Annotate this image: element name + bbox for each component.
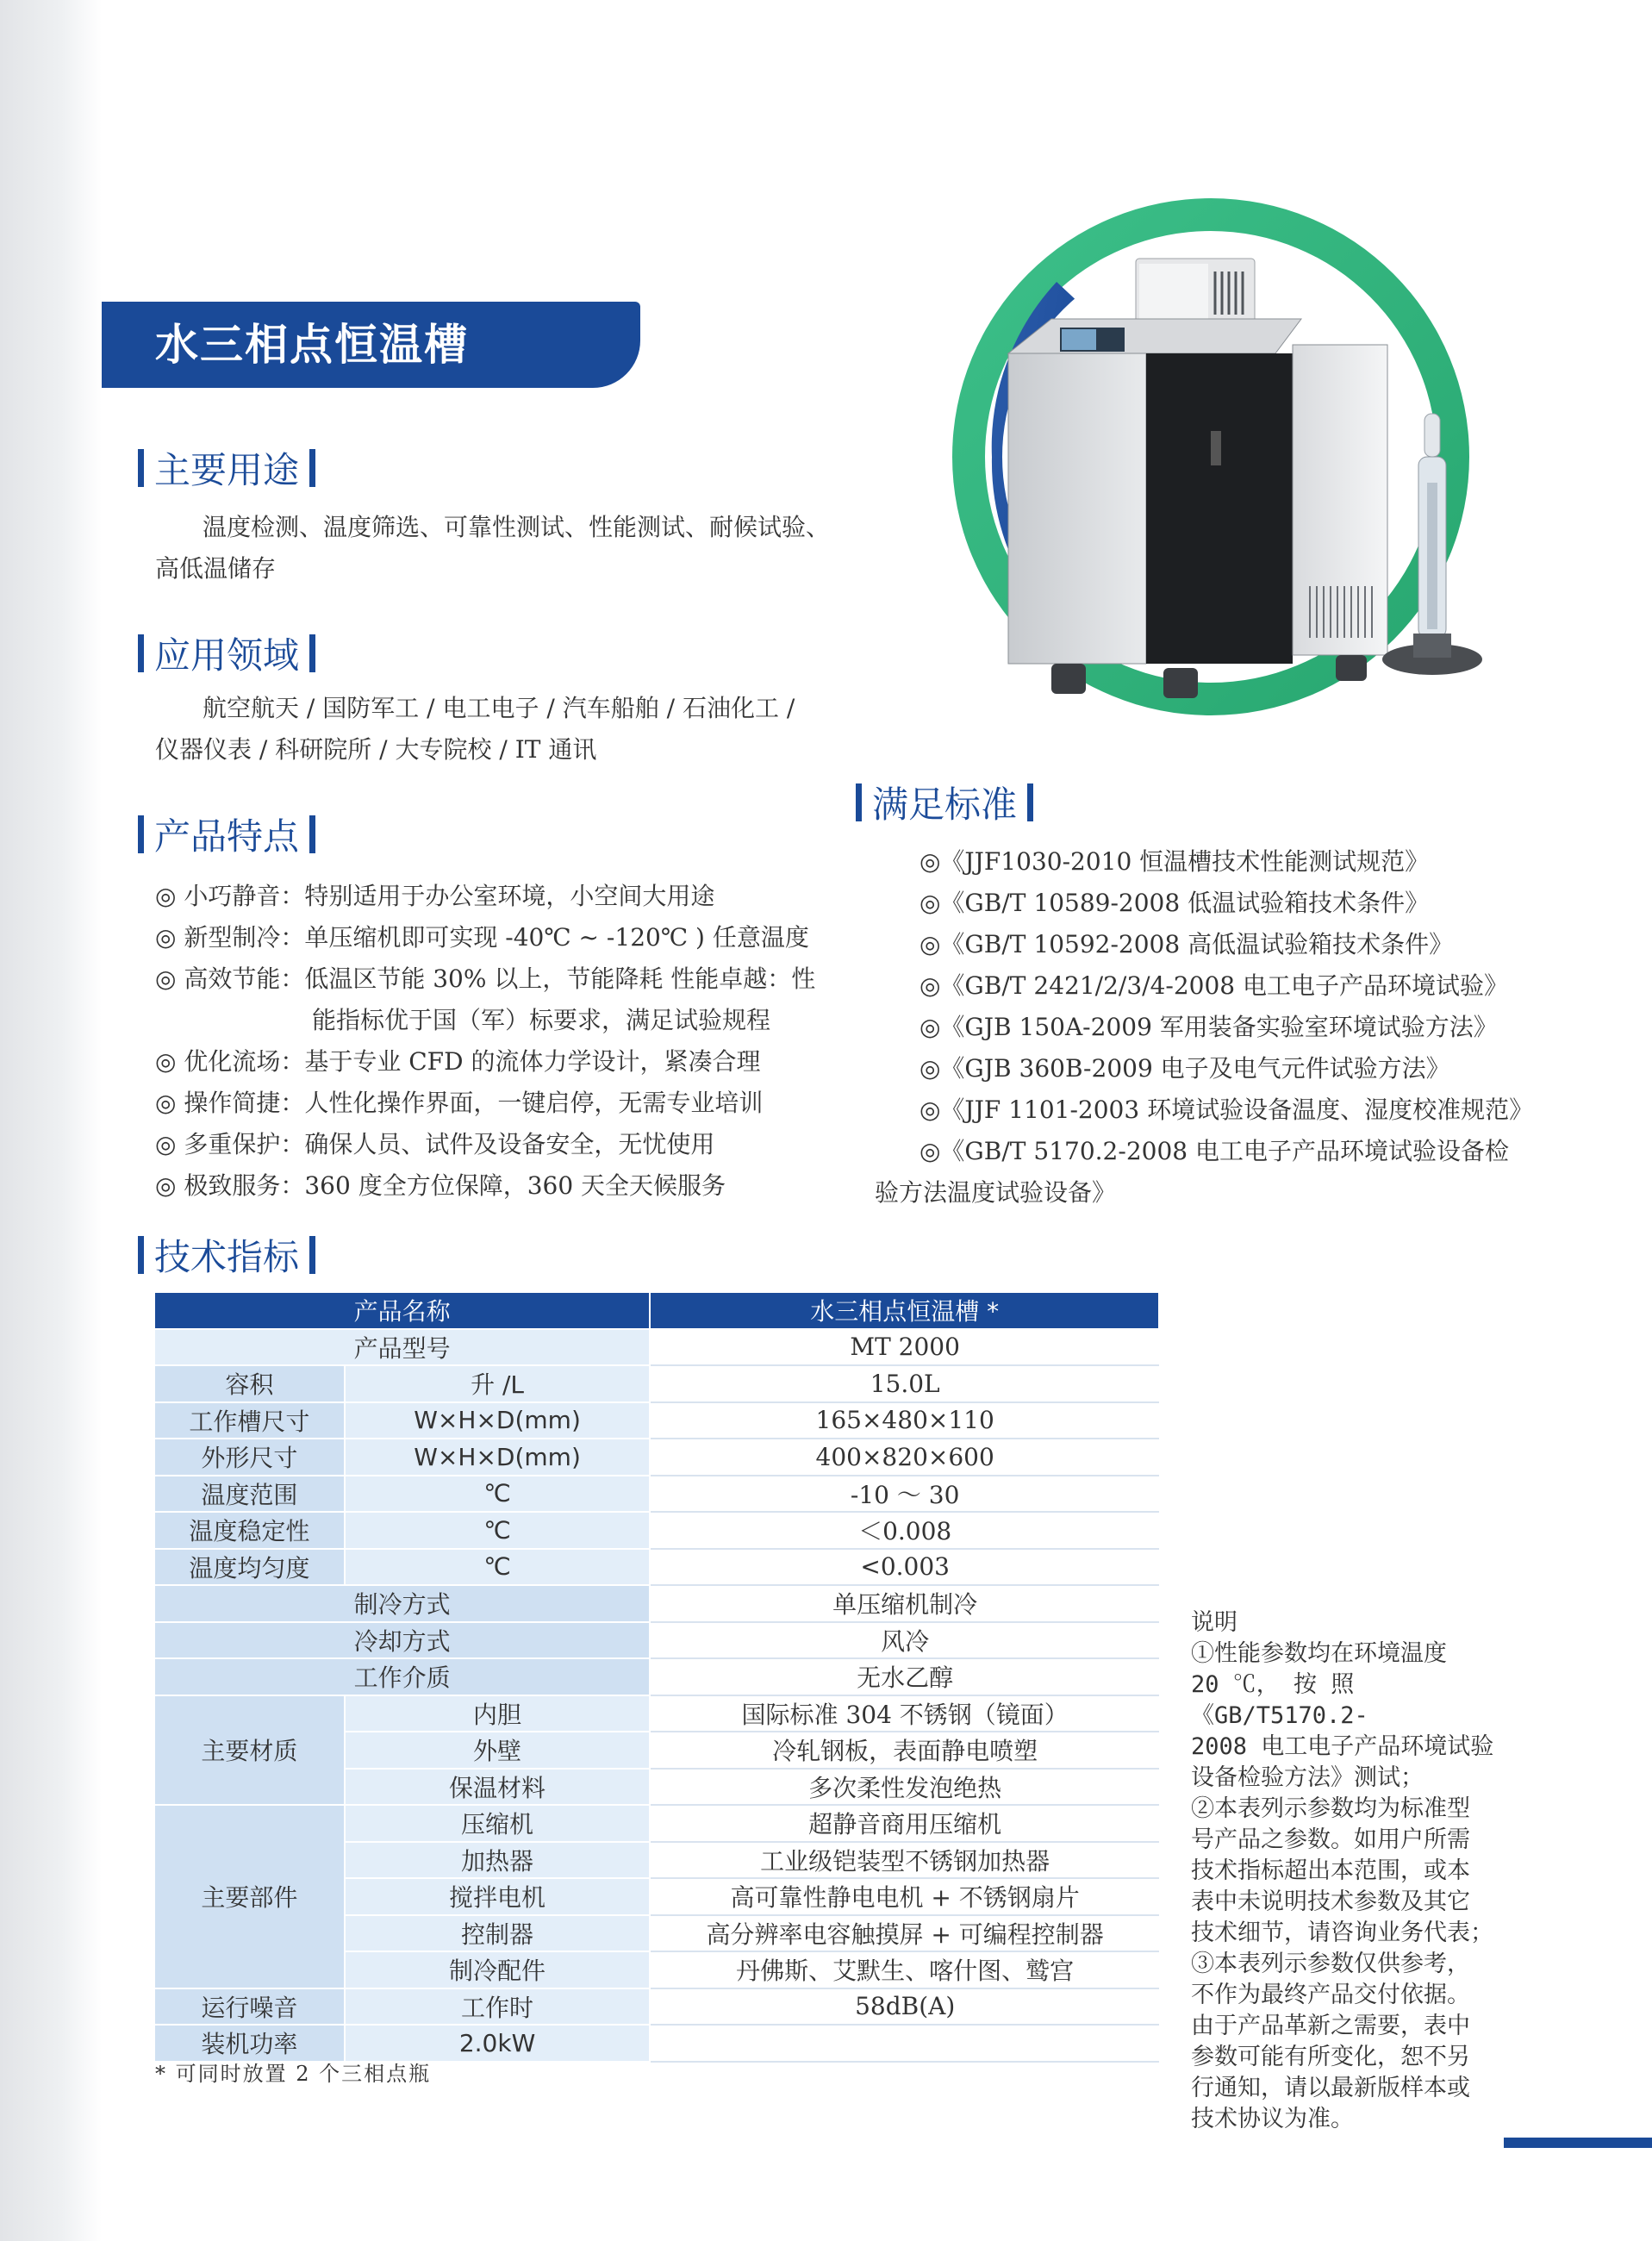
notes-line: 技术协议为准。 [1191, 2106, 1354, 2132]
page-title: 水三相点恒温槽 [102, 302, 640, 388]
table-row [155, 1658, 1159, 1695]
spec-table [155, 1293, 1160, 2063]
table-cell: 制冷方式 [155, 1585, 650, 1622]
standard-item: 验方法温度试验设备》 [875, 1178, 1117, 1207]
notes-line: ③本表列示参数仅供参考， [1191, 1951, 1470, 1977]
notes-line: 说明 [1191, 1609, 1237, 1636]
notes-line: ②本表列示参数均为标准型 [1191, 1795, 1470, 1822]
standard-item: ◎《JJF 1101-2003 环境试验设备温度、湿度校准规范》 [920, 1096, 1534, 1124]
table-row [155, 1549, 1159, 1586]
table-cell: 温度稳定性 [155, 1512, 345, 1549]
standard-item: ◎《GJB 150A-2009 军用装备实验室环境试验方法》 [920, 1013, 1498, 1041]
table-row [155, 1988, 1159, 2026]
table-cell: <0.003 [650, 1549, 1159, 1586]
table-cell: 内胆 [345, 1695, 651, 1732]
table-cell: 工作时 [345, 1988, 651, 2026]
table-cell: 控制器 [345, 1915, 651, 1952]
table-cell: 加热器 [345, 1842, 651, 1879]
table-cell: 165×480×110 [650, 1402, 1159, 1439]
table-cell: 工作槽尺寸 [155, 1402, 345, 1439]
feature-item: ◎ 小巧静音： 特别适用于办公室环境，小空间大用途 [155, 882, 715, 910]
notes-line: 号产品之参数。如用户所需 [1191, 1826, 1470, 1853]
standard-item: ◎《GB/T 10592-2008 高低温试验箱技术条件》 [920, 930, 1454, 958]
table-footnote: * 可同时放置 2 个三相点瓶 [155, 2062, 432, 2086]
table-cell: 冷却方式 [155, 1622, 650, 1659]
table-cell: 容积 [155, 1365, 345, 1402]
table-cell: 国际标准 304 不锈钢（镜面） [650, 1695, 1159, 1732]
table-cell: W×H×D(mm) [345, 1439, 651, 1476]
table-cell: 制冷配件 [345, 1951, 651, 1988]
feature-item: ◎ 新型制冷： 单压缩机即可实现 -40℃ ~ -120℃ ) 任意温度 [155, 923, 809, 952]
usage-line: 高低温储存 [155, 554, 277, 583]
table-row [155, 1402, 1159, 1439]
table-cell: 多次柔性发泡绝热 [650, 1769, 1159, 1806]
table-cell: 超静音商用压缩机 [650, 1805, 1159, 1842]
standards-heading: 满足标准 [856, 778, 1033, 827]
table-cell: 产品名称 [155, 1293, 650, 1329]
table-cell: 温度均匀度 [155, 1549, 345, 1586]
fields-text [155, 688, 795, 771]
table-cell: 高分辨率电容触摸屏 + 可编程控制器 [650, 1915, 1159, 1952]
standard-item: ◎《GB/T 10589-2008 低温试验箱技术条件》 [920, 889, 1430, 917]
table-cell: 400×820×600 [650, 1439, 1159, 1476]
notes-line: 技术细节，请咨询业务代表； [1191, 1920, 1493, 1946]
table-row [155, 1622, 1159, 1659]
usage-text [155, 507, 830, 590]
feature-item: ◎ 极致服务： 360 度全方位保障，360 天全天候服务 [155, 1171, 726, 1200]
table-cell: MT 2000 [650, 1329, 1159, 1366]
notes-line: 由于产品革新之需要，表中 [1191, 2013, 1470, 2039]
feature-item: ◎ 优化流场： 基于专业 CFD 的流体力学设计，紧凑合理 [155, 1047, 761, 1076]
notes-line: 20 ℃， 按 照《GB/T5170.2- [1191, 1671, 1368, 1729]
table-cell: 搅拌电机 [345, 1878, 651, 1915]
table-cell: 58dB(A) [650, 1988, 1159, 2026]
standards-list [875, 841, 1533, 1214]
table-cell: 主要部件 [155, 1805, 345, 1988]
fields-heading: 应用领域 [138, 629, 315, 677]
notes-line: 技术指标超出本范围，或本 [1191, 1857, 1470, 1884]
table-cell: ＜0.008 [650, 1512, 1159, 1549]
table-cell: 外壁 [345, 1732, 651, 1769]
table-row [155, 1805, 1159, 1842]
notes-line: 行通知，请以最新版样本或 [1191, 2075, 1470, 2101]
feature-item: ◎ 高效节能： 低温区节能 30% 以上，节能降耗 性能卓越：性 [155, 964, 816, 993]
table-cell: 升 /L [345, 1365, 651, 1402]
product-illustration [931, 198, 1491, 758]
table-row [155, 1695, 1159, 1732]
table-cell: 工作介质 [155, 1658, 650, 1695]
table-cell: 工业级铠装型不锈钢加热器 [650, 1842, 1159, 1879]
table-cell: W×H×D(mm) [345, 1402, 651, 1439]
table-header-row [155, 1293, 1159, 1329]
table-cell: ℃ [345, 1476, 651, 1513]
table-cell [650, 2025, 1159, 2062]
table-cell: 单压缩机制冷 [650, 1585, 1159, 1622]
table-cell: 运行噪音 [155, 1988, 345, 2026]
table-cell: 保温材料 [345, 1769, 651, 1806]
table-cell: 产品型号 [155, 1329, 650, 1366]
table-cell: -10 ～ 30 [650, 1476, 1159, 1513]
table-cell: 外形尺寸 [155, 1439, 345, 1476]
table-cell: 2.0kW [345, 2025, 651, 2062]
standard-item: ◎《GB/T 2421/2/3/4-2008 电工电子产品环境试验》 [920, 971, 1509, 1000]
table-row [155, 1365, 1159, 1402]
notes-line: 2008 电工电子产品环境试验 [1191, 1733, 1494, 1760]
feature-item: ◎ 操作简捷： 人性化操作界面，一键启停，无需专业培训 [155, 1089, 764, 1117]
features-list [155, 876, 815, 1207]
usage-heading: 主要用途 [138, 444, 315, 492]
table-cell: 风冷 [650, 1622, 1159, 1659]
spec-heading: 技术指标 [138, 1231, 315, 1279]
table-cell: 温度范围 [155, 1476, 345, 1513]
standard-item: ◎《GJB 360B-2009 电子及电气元件试验方法》 [920, 1054, 1450, 1083]
table-cell: 主要材质 [155, 1695, 345, 1806]
footer-accent-bar [1504, 2138, 1652, 2148]
fields-line: 仪器仪表 / 科研院所 / 大专院校 / IT 通讯 [155, 735, 597, 764]
notes-line: 设备检验方法》测试； [1191, 1764, 1424, 1791]
table-row [155, 1512, 1159, 1549]
table-cell: ℃ [345, 1512, 651, 1549]
notes-line: 不作为最终产品交付依据。 [1191, 1982, 1470, 2008]
notes-line: 表中未说明技术参数及其它 [1191, 1888, 1470, 1915]
table-cell: ℃ [345, 1549, 651, 1586]
feature-item: ◎ 多重保护： 确保人员、试件及设备安全，无忧使用 [155, 1130, 715, 1158]
usage-line: 温度检测、温度筛选、可靠性测试、性能测试、耐候试验、 [203, 513, 831, 541]
table-cell: 压缩机 [345, 1805, 651, 1842]
standard-item: ◎《GB/T 5170.2-2008 电工电子产品环境试验设备检 [920, 1137, 1509, 1165]
table-cell: 15.0L [650, 1365, 1159, 1402]
table-row [155, 1476, 1159, 1513]
notes-line: ①性能参数均在环境温度 [1191, 1640, 1447, 1667]
table-cell: 冷轧钢板，表面静电喷塑 [650, 1732, 1159, 1769]
table-cell: 无水乙醇 [650, 1658, 1159, 1695]
table-row [155, 1585, 1159, 1622]
notes-panel [1191, 1607, 1501, 2135]
table-cell: 水三相点恒温槽 * [650, 1293, 1159, 1329]
table-cell: 高可靠性静电电机 + 不锈钢扇片 [650, 1878, 1159, 1915]
fields-line: 航空航天 / 国防军工 / 电工电子 / 汽车船舶 / 石油化工 / [203, 694, 795, 722]
table-row [155, 1439, 1159, 1476]
feature-item: 能指标优于国（军）标要求，满足试验规程 [312, 1006, 771, 1034]
features-heading: 产品特点 [138, 810, 315, 858]
table-cell: 丹佛斯、艾默生、喀什图、鹫宫 [650, 1951, 1159, 1988]
table-row [155, 1329, 1159, 1366]
notes-line: 参数可能有所变化，恕不另 [1191, 2044, 1470, 2070]
left-margin-strip [0, 0, 102, 2241]
table-cell: 装机功率 [155, 2025, 345, 2062]
standard-item: ◎《JJF1030-2010 恒温槽技术性能测试规范》 [920, 847, 1430, 876]
